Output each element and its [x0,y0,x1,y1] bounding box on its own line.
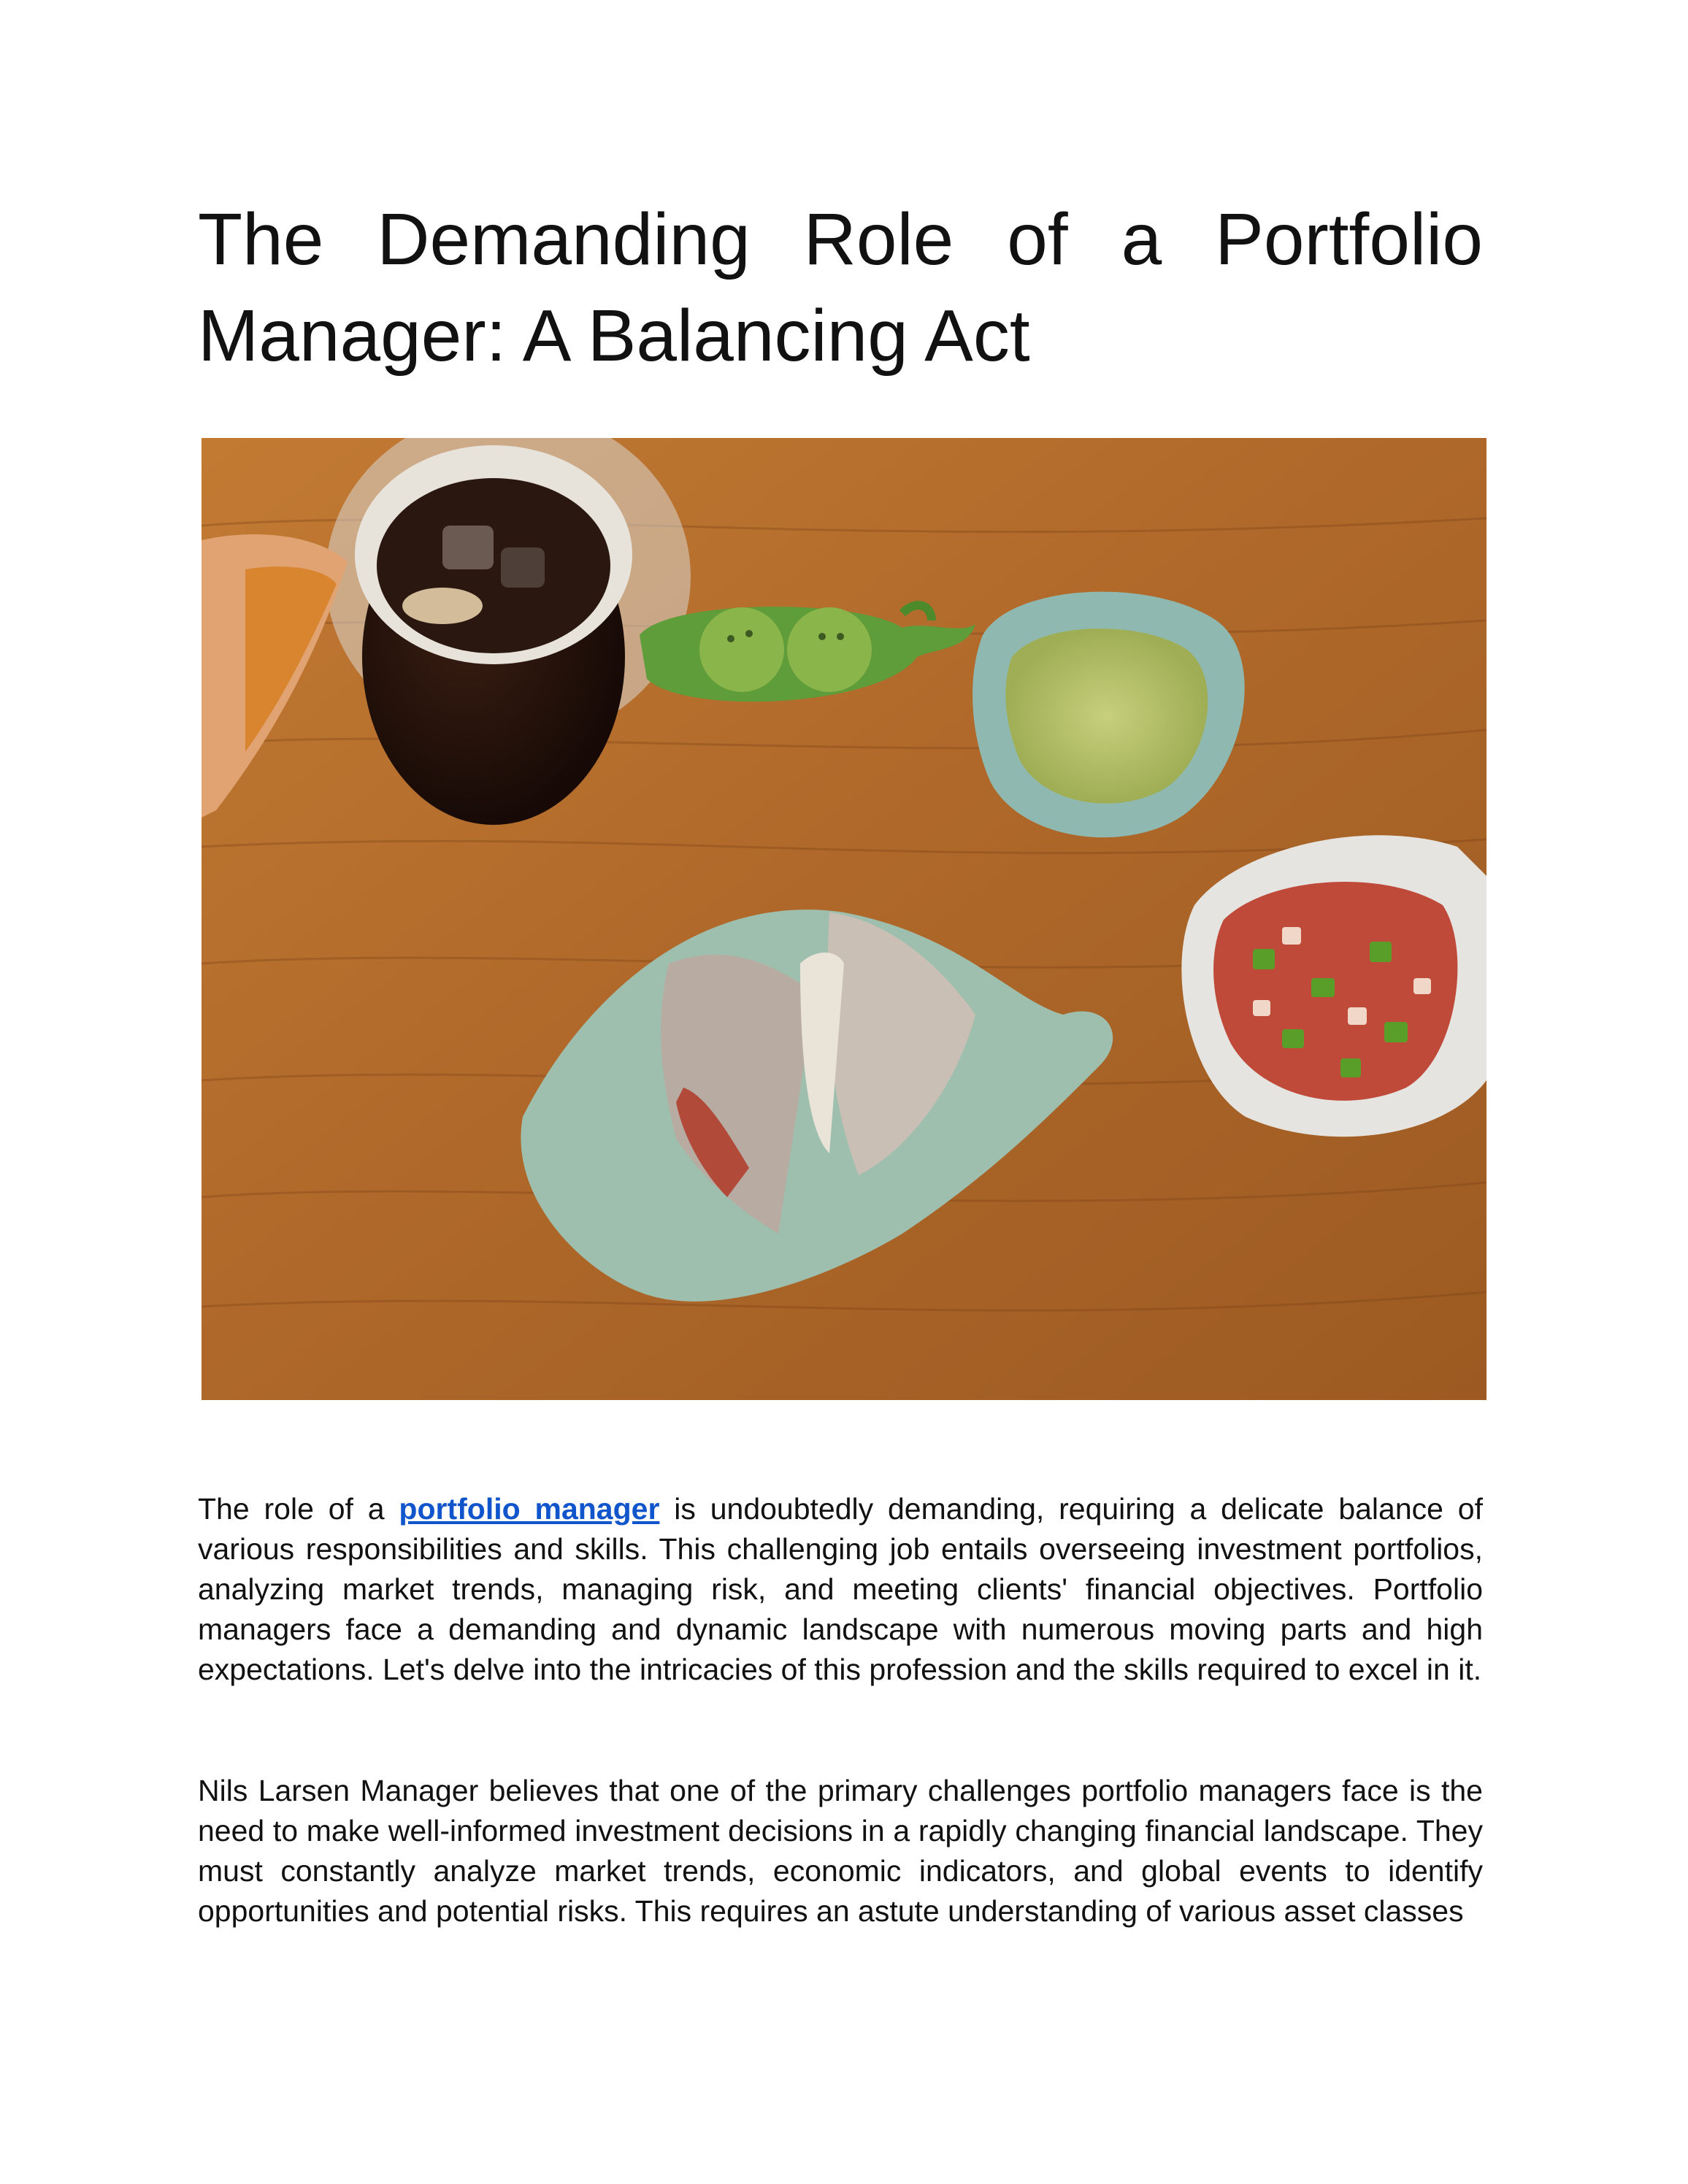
intro-paragraph [198,1489,1483,1690]
paragraph-1-rest: is undoubtedly demanding, requiring a delicate balance of various responsibilities and skills. This challenging job entails overseeing investment portfolios, analyzing market trends, managing risk, and meeting clients' financial objectives. Portfolio managers face a demanding and dynamic landscape with numerous moving parts and high expectations. Let's delve into the intricacies of this profession and the skills required to excel in it. [198,1492,1483,1686]
portfolio-manager-link[interactable]: portfolio manager [399,1492,660,1526]
food-photo [202,438,1486,1400]
paragraph-1-lead: The role of a [198,1492,399,1526]
article-title: The Demanding Role of a Portfolio Manager: A Balancing Act [198,199,1483,377]
salsa-bowl-icon [1181,835,1486,1137]
second-paragraph: Nils Larsen Manager believes that one of the primary challenges portfolio managers face is the need to make well-informed investment decisions in a rapidly changing financial landscape. They must constantly analyze market trends, economic indicators, and global events to identify opportunities and potential risks. This requires an astute understanding of various asset classes [198,1774,1483,1928]
